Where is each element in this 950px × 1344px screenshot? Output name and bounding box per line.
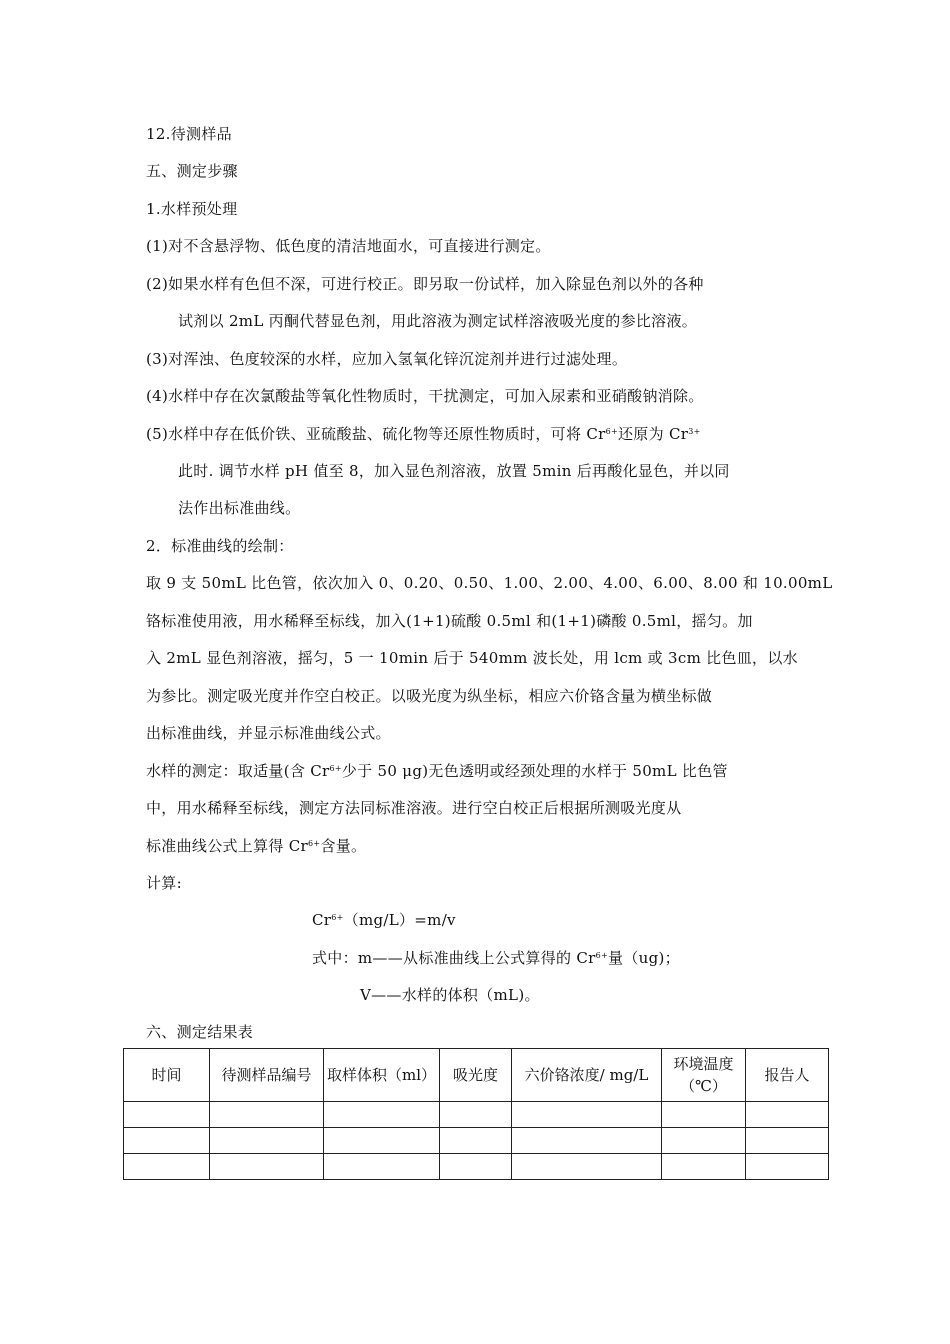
table-cell[interactable] bbox=[124, 1128, 210, 1154]
table-cell[interactable] bbox=[746, 1154, 829, 1180]
formula-v-definition: V——水样的体积（mL)。 bbox=[360, 986, 540, 1004]
sample-measure-line-2: 中，用水稀释至标线，测定方法同标准溶液。进行空白校正后根据所测吸光度从 bbox=[146, 799, 682, 817]
sample-measure-line-1: 水样的测定：取适量(含 $Cr^{6+}$少于 50 μg)无色透明或经颈处理的水样于 50mL 比色管 bbox=[146, 762, 728, 780]
pretreat-item-5-cont: 此时. 调节水样 pH 值至 8，加入显色剂溶液，放置 5min 后再酸化显色，并以同 bbox=[178, 462, 730, 480]
table-cell[interactable] bbox=[124, 1154, 210, 1180]
curve-para-line-4: 为参比。测定吸光度并作空白校正。以吸光度为纵坐标，相应六价铬含量为横坐标做 bbox=[146, 687, 713, 705]
pretreat-item-2: (2)如果水样有色但不深，可进行校正。即另取一份试样，加入除显色剂以外的各种 bbox=[146, 275, 704, 293]
heading-pretreatment: 1.水样预处理 bbox=[146, 200, 238, 218]
pretreat-item-5-end: 法作出标准曲线。 bbox=[178, 499, 301, 517]
heading-standard-curve: 2．标准曲线的绘制： bbox=[146, 537, 294, 555]
table-row bbox=[124, 1102, 829, 1128]
table-cell[interactable] bbox=[746, 1128, 829, 1154]
curve-para-line-1: 取 9 支 50mL 比色管，依次加入 0、0.20、0.50、1.00、2.00、4.00、6.00、8.00 和 10.00mL bbox=[146, 574, 833, 592]
table-row bbox=[124, 1154, 829, 1180]
table-cell[interactable] bbox=[746, 1102, 829, 1128]
table-cell[interactable] bbox=[512, 1102, 662, 1128]
pretreat-item-1: (1)对不含悬浮物、低色度的清洁地面水，可直接进行测定。 bbox=[146, 237, 551, 255]
pretreat-item-3: (3)对浑浊、色度较深的水样，应加入氢氧化锌沉淀剂并进行过滤处理。 bbox=[146, 350, 628, 368]
table-header-row bbox=[124, 1049, 829, 1102]
table-cell[interactable] bbox=[210, 1102, 324, 1128]
formula: $Cr^{6+}(mg/L)=m/v$ bbox=[312, 911, 456, 929]
pretreat-item-2-cont: 试剂以 2mL 丙酮代替显色剂，用此溶液为测定试样溶液吸光度的参比溶液。 bbox=[178, 312, 698, 330]
header-ambient-temperature: 环境温度 （℃） bbox=[662, 1049, 746, 1102]
heading-calculation: 计算: bbox=[146, 874, 182, 892]
table-cell[interactable] bbox=[440, 1154, 512, 1180]
curve-para-line-5: 出标准曲线，并显示标准曲线公式。 bbox=[146, 724, 391, 742]
header-sample-id: 待测样品编号 bbox=[210, 1049, 324, 1102]
heading-results-table: 六、测定结果表 bbox=[146, 1023, 254, 1041]
pretreat-item-5: (5)水样中存在低价铁、亚硫酸盐、硫化物等还原性物质时，可将 $Cr^{6+}$还原为 $Cr^{3+}$ bbox=[146, 425, 701, 443]
table-cell[interactable] bbox=[512, 1128, 662, 1154]
table-cell[interactable] bbox=[662, 1128, 746, 1154]
header-cr6-concentration: 六价铬浓度/ mg/L bbox=[512, 1049, 662, 1102]
heading-procedure: 五、测定步骤 bbox=[146, 162, 238, 180]
results-table bbox=[123, 1048, 829, 1180]
header-absorbance: 吸光度 bbox=[440, 1049, 512, 1102]
table-row bbox=[124, 1128, 829, 1154]
curve-para-line-2: 铬标准使用液，用水稀释至标线，加入(1+1)硫酸 0.5ml 和(1+1)磷酸 0.5ml，摇匀。加 bbox=[146, 612, 753, 630]
table-cell[interactable] bbox=[210, 1128, 324, 1154]
table-cell[interactable] bbox=[662, 1102, 746, 1128]
formula-m-definition: 式中：m——从标准曲线上公式算得的 $Cr^{6+}$量（ug)； bbox=[312, 949, 680, 967]
header-time: 时间 bbox=[124, 1049, 210, 1102]
table-cell[interactable] bbox=[210, 1154, 324, 1180]
table-cell[interactable] bbox=[440, 1102, 512, 1128]
table-cell[interactable] bbox=[662, 1154, 746, 1180]
curve-para-line-3: 入 2mL 显色剂溶液，摇匀，5 一 10min 后于 540mm 波长处，用 lcm 或 3cm 比色皿，以水 bbox=[146, 649, 798, 667]
pretreat-item-4: (4)水样中存在次氯酸盐等氧化性物质时，干扰测定，可加入尿素和亚硝酸钠消除。 bbox=[146, 387, 704, 405]
table-cell[interactable] bbox=[512, 1154, 662, 1180]
header-reporter: 报告人 bbox=[746, 1049, 829, 1102]
table-cell[interactable] bbox=[324, 1128, 440, 1154]
table-cell[interactable] bbox=[324, 1154, 440, 1180]
table-cell[interactable] bbox=[324, 1102, 440, 1128]
table-cell[interactable] bbox=[440, 1128, 512, 1154]
table-cell[interactable] bbox=[124, 1102, 210, 1128]
line-samples: 12.待测样品 bbox=[146, 125, 232, 143]
sample-measure-line-3: 标准曲线公式上算得 $Cr^{6+}$含量。 bbox=[146, 837, 367, 855]
header-sample-volume: 取样体积（ml） bbox=[324, 1049, 440, 1102]
